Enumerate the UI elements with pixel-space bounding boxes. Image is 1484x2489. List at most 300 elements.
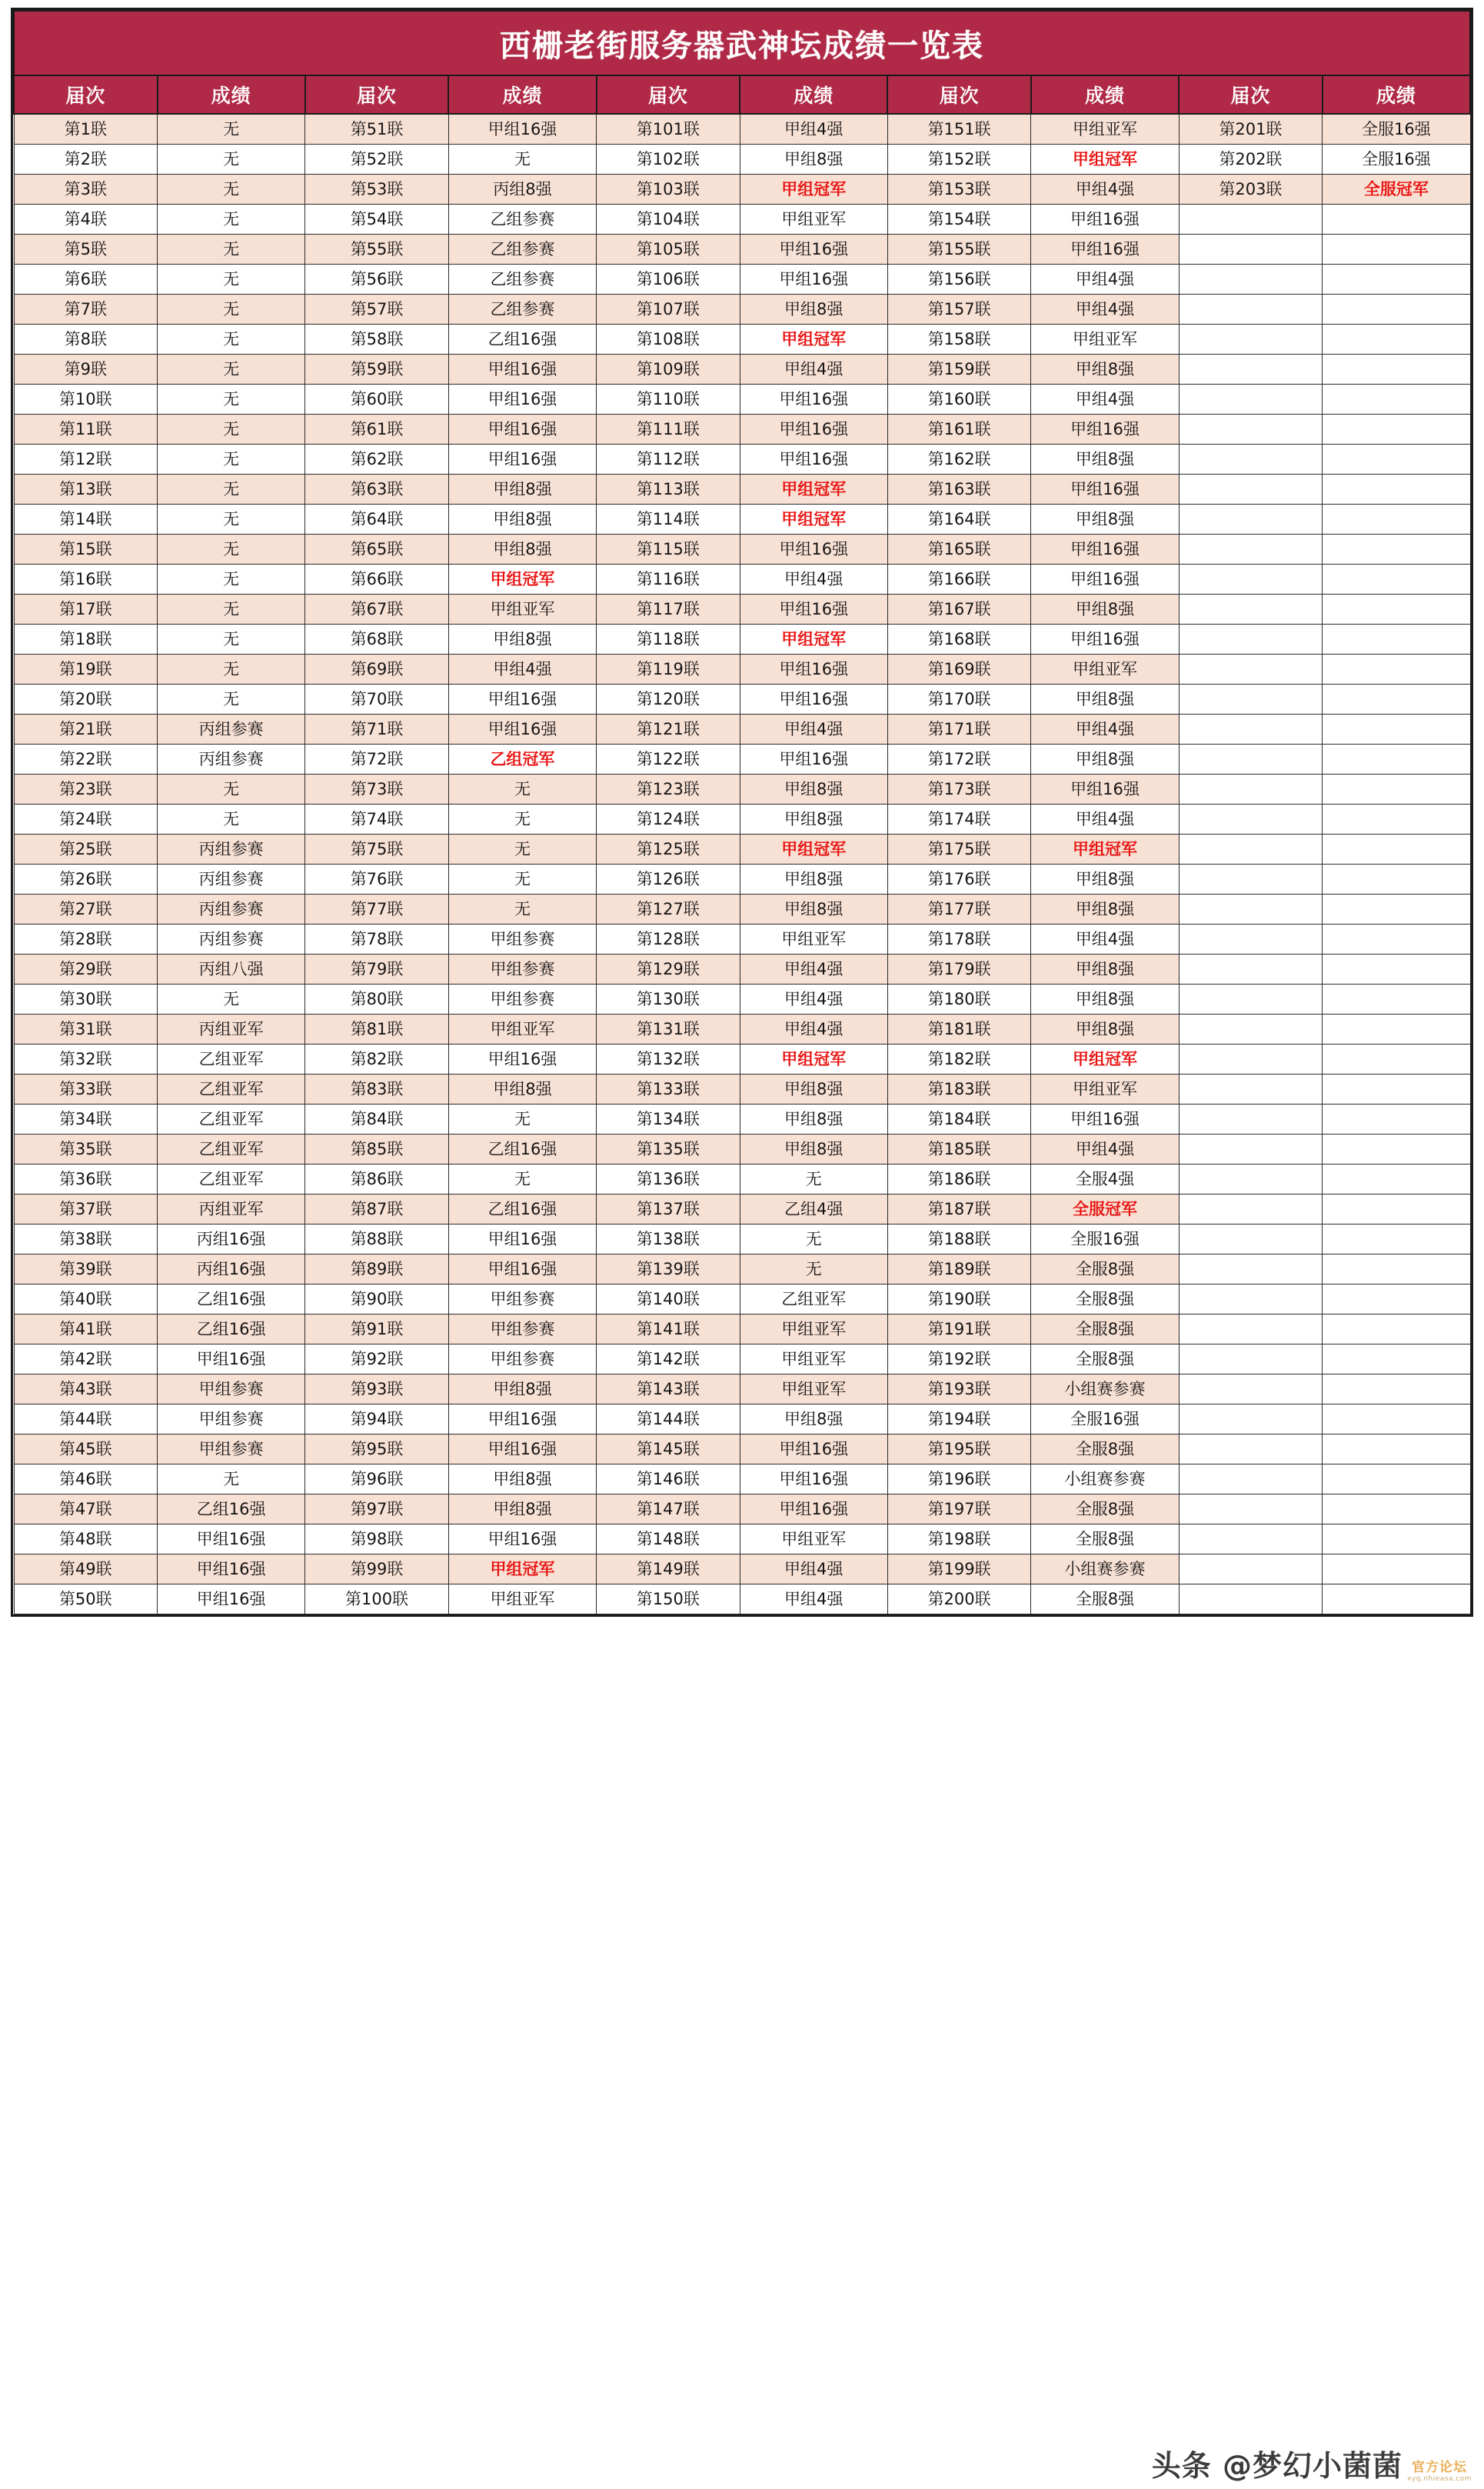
result-cell: 甲组16强 xyxy=(448,1045,596,1075)
result-cell: 甲组16强 xyxy=(740,415,887,445)
season-cell: 第76联 xyxy=(305,865,449,895)
season-cell xyxy=(1179,1434,1323,1464)
table-row xyxy=(14,865,1470,895)
result-cell: 甲组16强 xyxy=(1031,565,1179,595)
season-cell xyxy=(1179,1135,1323,1165)
table-row xyxy=(14,1254,1470,1284)
result-cell: 甲组16强 xyxy=(158,1584,305,1614)
season-cell: 第36联 xyxy=(14,1165,158,1195)
season-cell xyxy=(1179,835,1323,865)
season-cell: 第5联 xyxy=(14,235,158,265)
result-cell: 甲组8强 xyxy=(1031,445,1179,475)
season-cell xyxy=(1179,1105,1323,1135)
table-row xyxy=(14,625,1470,655)
result-cell: 甲组16强 xyxy=(740,745,887,775)
result-cell: 甲组参赛 xyxy=(448,1284,596,1314)
season-cell: 第144联 xyxy=(597,1404,740,1434)
season-cell xyxy=(1179,475,1323,505)
result-cell xyxy=(1323,325,1470,355)
result-cell: 甲组亚军 xyxy=(1031,655,1179,685)
season-cell xyxy=(1179,1195,1323,1225)
season-cell: 第14联 xyxy=(14,505,158,535)
season-cell: 第16联 xyxy=(14,565,158,595)
season-cell xyxy=(1179,625,1323,655)
season-cell: 第181联 xyxy=(887,1015,1031,1045)
table-row xyxy=(14,235,1470,265)
result-cell: 甲组亚军 xyxy=(1031,1075,1179,1105)
result-cell: 无 xyxy=(158,205,305,235)
result-cell: 丙组参赛 xyxy=(158,865,305,895)
result-cell: 丙组参赛 xyxy=(158,835,305,865)
result-cell: 甲组16强 xyxy=(740,385,887,415)
result-cell: 甲组8强 xyxy=(448,1374,596,1404)
result-cell: 甲组亚军 xyxy=(448,1584,596,1614)
result-cell xyxy=(1323,475,1470,505)
result-cell xyxy=(1323,625,1470,655)
season-cell: 第23联 xyxy=(14,775,158,805)
season-cell: 第146联 xyxy=(597,1464,740,1494)
result-cell: 无 xyxy=(158,505,305,535)
result-cell xyxy=(1323,895,1470,925)
result-cell: 无 xyxy=(158,625,305,655)
season-cell xyxy=(1179,325,1323,355)
result-cell: 无 xyxy=(158,805,305,835)
table-row xyxy=(14,715,1470,745)
result-cell: 丙组八强 xyxy=(158,955,305,985)
watermark-text: 头条 @梦幻小菌菌 xyxy=(1151,2449,1403,2483)
table-row xyxy=(14,565,1470,595)
result-cell: 全服8强 xyxy=(1031,1344,1179,1374)
season-cell: 第37联 xyxy=(14,1195,158,1225)
season-cell: 第21联 xyxy=(14,715,158,745)
result-cell: 乙组参赛 xyxy=(448,235,596,265)
season-cell: 第166联 xyxy=(887,565,1031,595)
result-cell: 甲组16强 xyxy=(740,235,887,265)
result-cell xyxy=(1323,205,1470,235)
season-cell: 第130联 xyxy=(597,985,740,1015)
result-cell xyxy=(1323,1404,1470,1434)
season-cell: 第1联 xyxy=(14,114,158,145)
result-cell: 无 xyxy=(158,535,305,565)
result-cell: 甲组冠军 xyxy=(448,565,596,595)
result-cell: 甲组16强 xyxy=(448,715,596,745)
result-cell: 甲组8强 xyxy=(1031,745,1179,775)
season-cell: 第6联 xyxy=(14,265,158,295)
result-cell: 甲组4强 xyxy=(740,1554,887,1584)
result-cell: 丙组参赛 xyxy=(158,745,305,775)
column-header-row xyxy=(14,75,1470,114)
result-cell: 甲组8强 xyxy=(448,535,596,565)
result-cell: 甲组16强 xyxy=(1031,625,1179,655)
season-cell: 第95联 xyxy=(305,1434,449,1464)
season-cell xyxy=(1179,1344,1323,1374)
season-cell: 第145联 xyxy=(597,1434,740,1464)
season-cell: 第59联 xyxy=(305,355,449,385)
result-cell: 甲组冠军 xyxy=(740,475,887,505)
season-cell: 第170联 xyxy=(887,685,1031,715)
result-cell: 无 xyxy=(448,1105,596,1135)
result-cell: 甲组4强 xyxy=(1031,1135,1179,1165)
result-cell xyxy=(1323,1015,1470,1045)
season-cell: 第13联 xyxy=(14,475,158,505)
result-cell: 甲组16强 xyxy=(448,1254,596,1284)
season-cell xyxy=(1179,715,1323,745)
season-cell xyxy=(1179,1075,1323,1105)
result-cell: 甲组4强 xyxy=(1031,925,1179,955)
season-cell xyxy=(1179,1314,1323,1344)
season-cell xyxy=(1179,1045,1323,1075)
season-cell: 第112联 xyxy=(597,445,740,475)
result-cell: 甲组16强 xyxy=(448,1225,596,1254)
result-cell xyxy=(1323,1225,1470,1254)
season-cell xyxy=(1179,1015,1323,1045)
season-cell xyxy=(1179,205,1323,235)
season-cell: 第195联 xyxy=(887,1434,1031,1464)
season-cell: 第197联 xyxy=(887,1494,1031,1524)
season-cell: 第97联 xyxy=(305,1494,449,1524)
season-cell: 第149联 xyxy=(597,1554,740,1584)
season-cell: 第35联 xyxy=(14,1135,158,1165)
table-body xyxy=(14,114,1470,1614)
table-row xyxy=(14,925,1470,955)
season-cell: 第138联 xyxy=(597,1225,740,1254)
column-header-1: 届次 xyxy=(14,75,158,114)
season-cell: 第56联 xyxy=(305,265,449,295)
result-cell: 全服8强 xyxy=(1031,1314,1179,1344)
season-cell: 第68联 xyxy=(305,625,449,655)
season-cell: 第29联 xyxy=(14,955,158,985)
result-cell: 甲组16强 xyxy=(1031,775,1179,805)
season-cell: 第116联 xyxy=(597,565,740,595)
result-cell: 甲组冠军 xyxy=(740,175,887,205)
season-cell: 第12联 xyxy=(14,445,158,475)
season-cell: 第43联 xyxy=(14,1374,158,1404)
result-cell xyxy=(1323,445,1470,475)
result-cell: 甲组冠军 xyxy=(1031,145,1179,175)
result-cell: 甲组8强 xyxy=(448,505,596,535)
column-header-4: 成绩 xyxy=(448,75,596,114)
season-cell: 第49联 xyxy=(14,1554,158,1584)
season-cell: 第103联 xyxy=(597,175,740,205)
result-cell: 全服16强 xyxy=(1323,145,1470,175)
season-cell: 第96联 xyxy=(305,1464,449,1494)
result-cell: 甲组亚军 xyxy=(1031,114,1179,145)
result-cell: 全服8强 xyxy=(1031,1254,1179,1284)
table-row xyxy=(14,1195,1470,1225)
result-cell xyxy=(1323,1195,1470,1225)
result-cell: 甲组8强 xyxy=(1031,355,1179,385)
season-cell: 第53联 xyxy=(305,175,449,205)
results-table xyxy=(13,10,1471,1614)
table-row xyxy=(14,1374,1470,1404)
result-cell: 丙组亚军 xyxy=(158,1195,305,1225)
result-cell: 甲组16强 xyxy=(158,1344,305,1374)
column-header-10: 成绩 xyxy=(1323,75,1470,114)
result-cell xyxy=(1323,1344,1470,1374)
season-cell: 第67联 xyxy=(305,595,449,625)
season-cell: 第139联 xyxy=(597,1254,740,1284)
result-cell: 甲组16强 xyxy=(448,415,596,445)
result-cell xyxy=(1323,1554,1470,1584)
season-cell: 第192联 xyxy=(887,1344,1031,1374)
season-cell: 第187联 xyxy=(887,1195,1031,1225)
result-cell: 甲组亚军 xyxy=(448,595,596,625)
result-cell: 甲组16强 xyxy=(448,1404,596,1434)
result-cell: 甲组16强 xyxy=(1031,1105,1179,1135)
results-table-container xyxy=(11,8,1473,1617)
column-header-6: 成绩 xyxy=(740,75,887,114)
result-cell: 甲组参赛 xyxy=(158,1434,305,1464)
season-cell: 第17联 xyxy=(14,595,158,625)
result-cell xyxy=(1323,1374,1470,1404)
season-cell: 第140联 xyxy=(597,1284,740,1314)
season-cell: 第131联 xyxy=(597,1015,740,1045)
result-cell xyxy=(1323,595,1470,625)
result-cell xyxy=(1323,985,1470,1015)
result-cell: 全服16强 xyxy=(1031,1225,1179,1254)
result-cell: 无 xyxy=(448,145,596,175)
season-cell xyxy=(1179,865,1323,895)
season-cell xyxy=(1179,355,1323,385)
season-cell: 第203联 xyxy=(1179,175,1323,205)
season-cell: 第81联 xyxy=(305,1015,449,1045)
season-cell: 第164联 xyxy=(887,505,1031,535)
season-cell: 第34联 xyxy=(14,1105,158,1135)
result-cell: 甲组16强 xyxy=(740,595,887,625)
table-row xyxy=(14,1494,1470,1524)
season-cell: 第45联 xyxy=(14,1434,158,1464)
season-cell: 第202联 xyxy=(1179,145,1323,175)
result-cell: 甲组亚军 xyxy=(448,1015,596,1045)
season-cell: 第186联 xyxy=(887,1165,1031,1195)
season-cell xyxy=(1179,265,1323,295)
season-cell xyxy=(1179,1254,1323,1284)
result-cell: 丙组亚军 xyxy=(158,1015,305,1045)
season-cell: 第150联 xyxy=(597,1584,740,1614)
season-cell: 第108联 xyxy=(597,325,740,355)
season-cell xyxy=(1179,565,1323,595)
season-cell xyxy=(1179,1225,1323,1254)
table-row xyxy=(14,355,1470,385)
table-row xyxy=(14,1584,1470,1614)
season-cell: 第10联 xyxy=(14,385,158,415)
result-cell: 甲组4强 xyxy=(740,985,887,1015)
result-cell: 甲组4强 xyxy=(740,565,887,595)
result-cell: 甲组8强 xyxy=(740,865,887,895)
season-cell: 第79联 xyxy=(305,955,449,985)
season-cell: 第58联 xyxy=(305,325,449,355)
result-cell: 乙组亚军 xyxy=(158,1105,305,1135)
table-row xyxy=(14,1524,1470,1554)
result-cell: 无 xyxy=(448,775,596,805)
season-cell: 第191联 xyxy=(887,1314,1031,1344)
season-cell: 第91联 xyxy=(305,1314,449,1344)
table-row xyxy=(14,1165,1470,1195)
result-cell: 无 xyxy=(158,475,305,505)
table-row xyxy=(14,775,1470,805)
table-row xyxy=(14,325,1470,355)
result-cell: 甲组8强 xyxy=(448,1075,596,1105)
result-cell: 丙组8强 xyxy=(448,175,596,205)
season-cell: 第38联 xyxy=(14,1225,158,1254)
result-cell: 甲组亚军 xyxy=(740,1524,887,1554)
result-cell xyxy=(1323,1314,1470,1344)
result-cell: 甲组16强 xyxy=(158,1554,305,1584)
result-cell xyxy=(1323,865,1470,895)
season-cell: 第86联 xyxy=(305,1165,449,1195)
result-cell: 无 xyxy=(158,145,305,175)
season-cell: 第194联 xyxy=(887,1404,1031,1434)
result-cell xyxy=(1323,1464,1470,1494)
result-cell: 无 xyxy=(158,775,305,805)
result-cell: 乙组4强 xyxy=(740,1195,887,1225)
result-cell: 无 xyxy=(158,325,305,355)
result-cell: 甲组16强 xyxy=(158,1524,305,1554)
result-cell xyxy=(1323,535,1470,565)
result-cell: 甲组8强 xyxy=(740,805,887,835)
season-cell xyxy=(1179,1494,1323,1524)
result-cell xyxy=(1323,1045,1470,1075)
season-cell: 第153联 xyxy=(887,175,1031,205)
result-cell: 甲组4强 xyxy=(1031,805,1179,835)
result-cell: 全服16强 xyxy=(1323,114,1470,145)
season-cell: 第132联 xyxy=(597,1045,740,1075)
result-cell: 丙组参赛 xyxy=(158,895,305,925)
season-cell: 第40联 xyxy=(14,1284,158,1314)
season-cell: 第89联 xyxy=(305,1254,449,1284)
season-cell: 第173联 xyxy=(887,775,1031,805)
season-cell: 第177联 xyxy=(887,895,1031,925)
season-cell: 第128联 xyxy=(597,925,740,955)
season-cell: 第106联 xyxy=(597,265,740,295)
result-cell: 甲组亚军 xyxy=(740,925,887,955)
result-cell: 全服8强 xyxy=(1031,1524,1179,1554)
season-cell xyxy=(1179,535,1323,565)
result-cell: 乙组参赛 xyxy=(448,265,596,295)
result-cell: 无 xyxy=(158,235,305,265)
result-cell: 无 xyxy=(740,1225,887,1254)
season-cell: 第47联 xyxy=(14,1494,158,1524)
season-cell: 第142联 xyxy=(597,1344,740,1374)
season-cell: 第85联 xyxy=(305,1135,449,1165)
result-cell: 无 xyxy=(740,1254,887,1284)
season-cell: 第61联 xyxy=(305,415,449,445)
result-cell: 全服冠军 xyxy=(1323,175,1470,205)
season-cell: 第90联 xyxy=(305,1284,449,1314)
season-cell: 第9联 xyxy=(14,355,158,385)
result-cell: 甲组参赛 xyxy=(158,1404,305,1434)
result-cell: 乙组参赛 xyxy=(448,295,596,325)
result-cell: 小组赛参赛 xyxy=(1031,1374,1179,1404)
result-cell: 甲组8强 xyxy=(1031,865,1179,895)
result-cell: 无 xyxy=(158,175,305,205)
result-cell: 甲组冠军 xyxy=(1031,1045,1179,1075)
season-cell: 第161联 xyxy=(887,415,1031,445)
season-cell: 第2联 xyxy=(14,145,158,175)
season-cell: 第44联 xyxy=(14,1404,158,1434)
season-cell: 第102联 xyxy=(597,145,740,175)
result-cell: 甲组16强 xyxy=(1031,235,1179,265)
season-cell: 第18联 xyxy=(14,625,158,655)
table-row xyxy=(14,1344,1470,1374)
season-cell: 第165联 xyxy=(887,535,1031,565)
result-cell: 甲组8强 xyxy=(740,1105,887,1135)
table-row xyxy=(14,1045,1470,1075)
season-cell: 第107联 xyxy=(597,295,740,325)
watermark-logo-top: 官方论坛 xyxy=(1412,2460,1467,2475)
watermark-logo xyxy=(1407,2456,1472,2483)
season-cell: 第60联 xyxy=(305,385,449,415)
result-cell: 全服4强 xyxy=(1031,1165,1179,1195)
result-cell: 乙组亚军 xyxy=(158,1165,305,1195)
season-cell: 第57联 xyxy=(305,295,449,325)
season-cell: 第157联 xyxy=(887,295,1031,325)
table-row xyxy=(14,805,1470,835)
season-cell xyxy=(1179,775,1323,805)
result-cell: 甲组4强 xyxy=(740,1015,887,1045)
season-cell: 第83联 xyxy=(305,1075,449,1105)
result-cell: 甲组冠军 xyxy=(740,835,887,865)
table-row xyxy=(14,205,1470,235)
result-cell: 甲组冠军 xyxy=(740,325,887,355)
result-cell: 丙组16强 xyxy=(158,1225,305,1254)
season-cell: 第98联 xyxy=(305,1524,449,1554)
result-cell: 甲组4强 xyxy=(1031,175,1179,205)
season-cell xyxy=(1179,1464,1323,1494)
result-cell: 甲组8强 xyxy=(740,145,887,175)
season-cell: 第182联 xyxy=(887,1045,1031,1075)
result-cell: 甲组亚军 xyxy=(740,1344,887,1374)
season-cell: 第168联 xyxy=(887,625,1031,655)
table-row xyxy=(14,114,1470,145)
result-cell: 无 xyxy=(158,655,305,685)
result-cell: 无 xyxy=(158,265,305,295)
result-cell: 甲组16强 xyxy=(740,445,887,475)
season-cell: 第27联 xyxy=(14,895,158,925)
result-cell xyxy=(1323,385,1470,415)
season-cell: 第48联 xyxy=(14,1524,158,1554)
season-cell xyxy=(1179,805,1323,835)
season-cell: 第154联 xyxy=(887,205,1031,235)
result-cell: 甲组8强 xyxy=(448,1464,596,1494)
result-cell xyxy=(1323,355,1470,385)
result-cell xyxy=(1323,1434,1470,1464)
result-cell xyxy=(1323,295,1470,325)
result-cell: 甲组亚军 xyxy=(740,1374,887,1404)
season-cell: 第193联 xyxy=(887,1374,1031,1404)
season-cell: 第143联 xyxy=(597,1374,740,1404)
season-cell: 第26联 xyxy=(14,865,158,895)
result-cell: 甲组亚军 xyxy=(1031,325,1179,355)
season-cell xyxy=(1179,685,1323,715)
season-cell xyxy=(1179,895,1323,925)
table-row xyxy=(14,595,1470,625)
result-cell: 无 xyxy=(158,385,305,415)
result-cell xyxy=(1323,1584,1470,1614)
season-cell: 第99联 xyxy=(305,1554,449,1584)
season-cell: 第118联 xyxy=(597,625,740,655)
season-cell: 第114联 xyxy=(597,505,740,535)
table-row xyxy=(14,985,1470,1015)
season-cell: 第172联 xyxy=(887,745,1031,775)
table-row xyxy=(14,1135,1470,1165)
season-cell: 第200联 xyxy=(887,1584,1031,1614)
season-cell: 第15联 xyxy=(14,535,158,565)
result-cell: 全服8强 xyxy=(1031,1584,1179,1614)
table-row xyxy=(14,685,1470,715)
title-row xyxy=(14,11,1470,75)
season-cell: 第20联 xyxy=(14,685,158,715)
